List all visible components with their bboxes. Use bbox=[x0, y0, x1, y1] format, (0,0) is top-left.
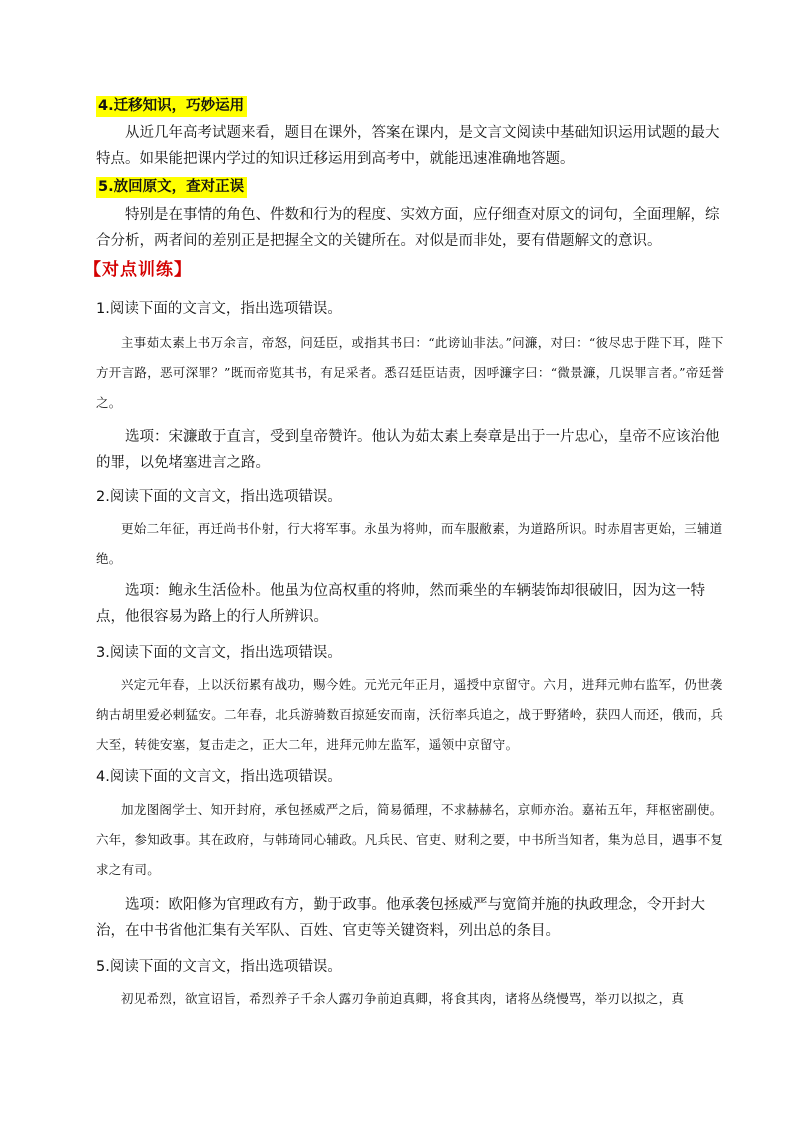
question-prompt-4: 4.阅读下面的文言文，指出选项错误。 bbox=[96, 769, 342, 785]
tip-text-5: 特别是在事情的角色、件数和行为的程度、实效方面，应仔细查对原文的词句，全面理解，综合分析，两者间的差别正是把握全文的关键所在。对似是而非处，要有借题解文的意识。 bbox=[96, 207, 720, 249]
tip-heading-5: 5.放回原文，查对正误 bbox=[96, 177, 247, 198]
question-option-2: 选项：鲍永生活俭朴。他虽为位高权重的将帅，然而乘坐的车辆装饰却很破旧，因为这一特点，他很容易为路上的行人所辨识。 bbox=[96, 583, 705, 625]
question-passage-3: 兴定元年春，上以沃衍累有战功，赐今姓。元光元年正月，遥授中京留守。六月，进拜元帅右监军，仍世袭纳古胡里爱必剌猛安。二年春，北兵游骑数百掠延安而南，沃衍率兵追之，战于野猪岭，获四人而还，俄而，兵大至，转徙安塞，复击走之，正大二年，进拜元帅左监军，遥领中京留守。 bbox=[96, 677, 724, 752]
question-prompt-3: 3.阅读下面的文言文，指出选项错误。 bbox=[96, 645, 342, 661]
question-passage-5: 初见希烈，欲宣诏旨，希烈养子千余人露刃争前迫真卿，将食其肉，诸将丛绕慢骂，举刃以拟之，真 bbox=[121, 991, 685, 1006]
question-option-4: 选项：欧阳修为官理政有方，勤于政事。他承袭包拯威严与宽简并施的执政理念，令开封大治，在中书省他汇集有关军队、百姓、官吏等关键资料，列出总的条目。 bbox=[96, 897, 705, 939]
question-prompt-1: 1.阅读下面的文言文，指出选项错误。 bbox=[96, 301, 342, 317]
section-title: 【对点训练】 bbox=[84, 260, 192, 280]
question-passage-4: 加龙图阁学士、知开封府，承包拯威严之后，简易循理，不求赫赫名，京师亦治。嘉祐五年，拜枢密副使。六年，参知政事。其在政府，与韩琦同心辅政。凡兵民、官吏、财利之要，中书所当知者，集为总目，遇事不复求之有司。 bbox=[96, 802, 724, 877]
question-prompt-5: 5.阅读下面的文言文，指出选项错误。 bbox=[96, 959, 342, 975]
question-prompt-2: 2.阅读下面的文言文，指出选项错误。 bbox=[96, 489, 342, 505]
question-passage-1: 主事茹太素上书万余言，帝怒，问廷臣，或指其书曰：“此谤讪非法。”问濂，对曰：“彼尽忠于陛下耳，陛下方开言路，恶可深罪？”既而帝览其书，有足采者。悉召廷臣诘责，因呼濂字曰：“微景濂，几误罪言者。”帝廷誉之。 bbox=[96, 335, 725, 410]
tip-heading-4: 4.迁移知识，巧妙运用 bbox=[96, 96, 247, 117]
question-option-1: 选项：宋濂敢于直言，受到皇帝赞许。他认为茹太素上奏章是出于一片忠心，皇帝不应该治他的罪，以免堵塞进言之路。 bbox=[96, 429, 720, 471]
tip-text-4: 从近几年高考试题来看，题目在课外，答案在课内，是文言文阅读中基础知识运用试题的最大特点。如果能把课内学过的知识迁移运用到高考中，就能迅速准确地答题。 bbox=[96, 125, 720, 167]
question-passage-2: 更始二年征，再迁尚书仆射，行大将军事。永虽为将帅，而车服敝素，为道路所识。时赤眉害更始，三辅道绝。 bbox=[96, 521, 723, 566]
